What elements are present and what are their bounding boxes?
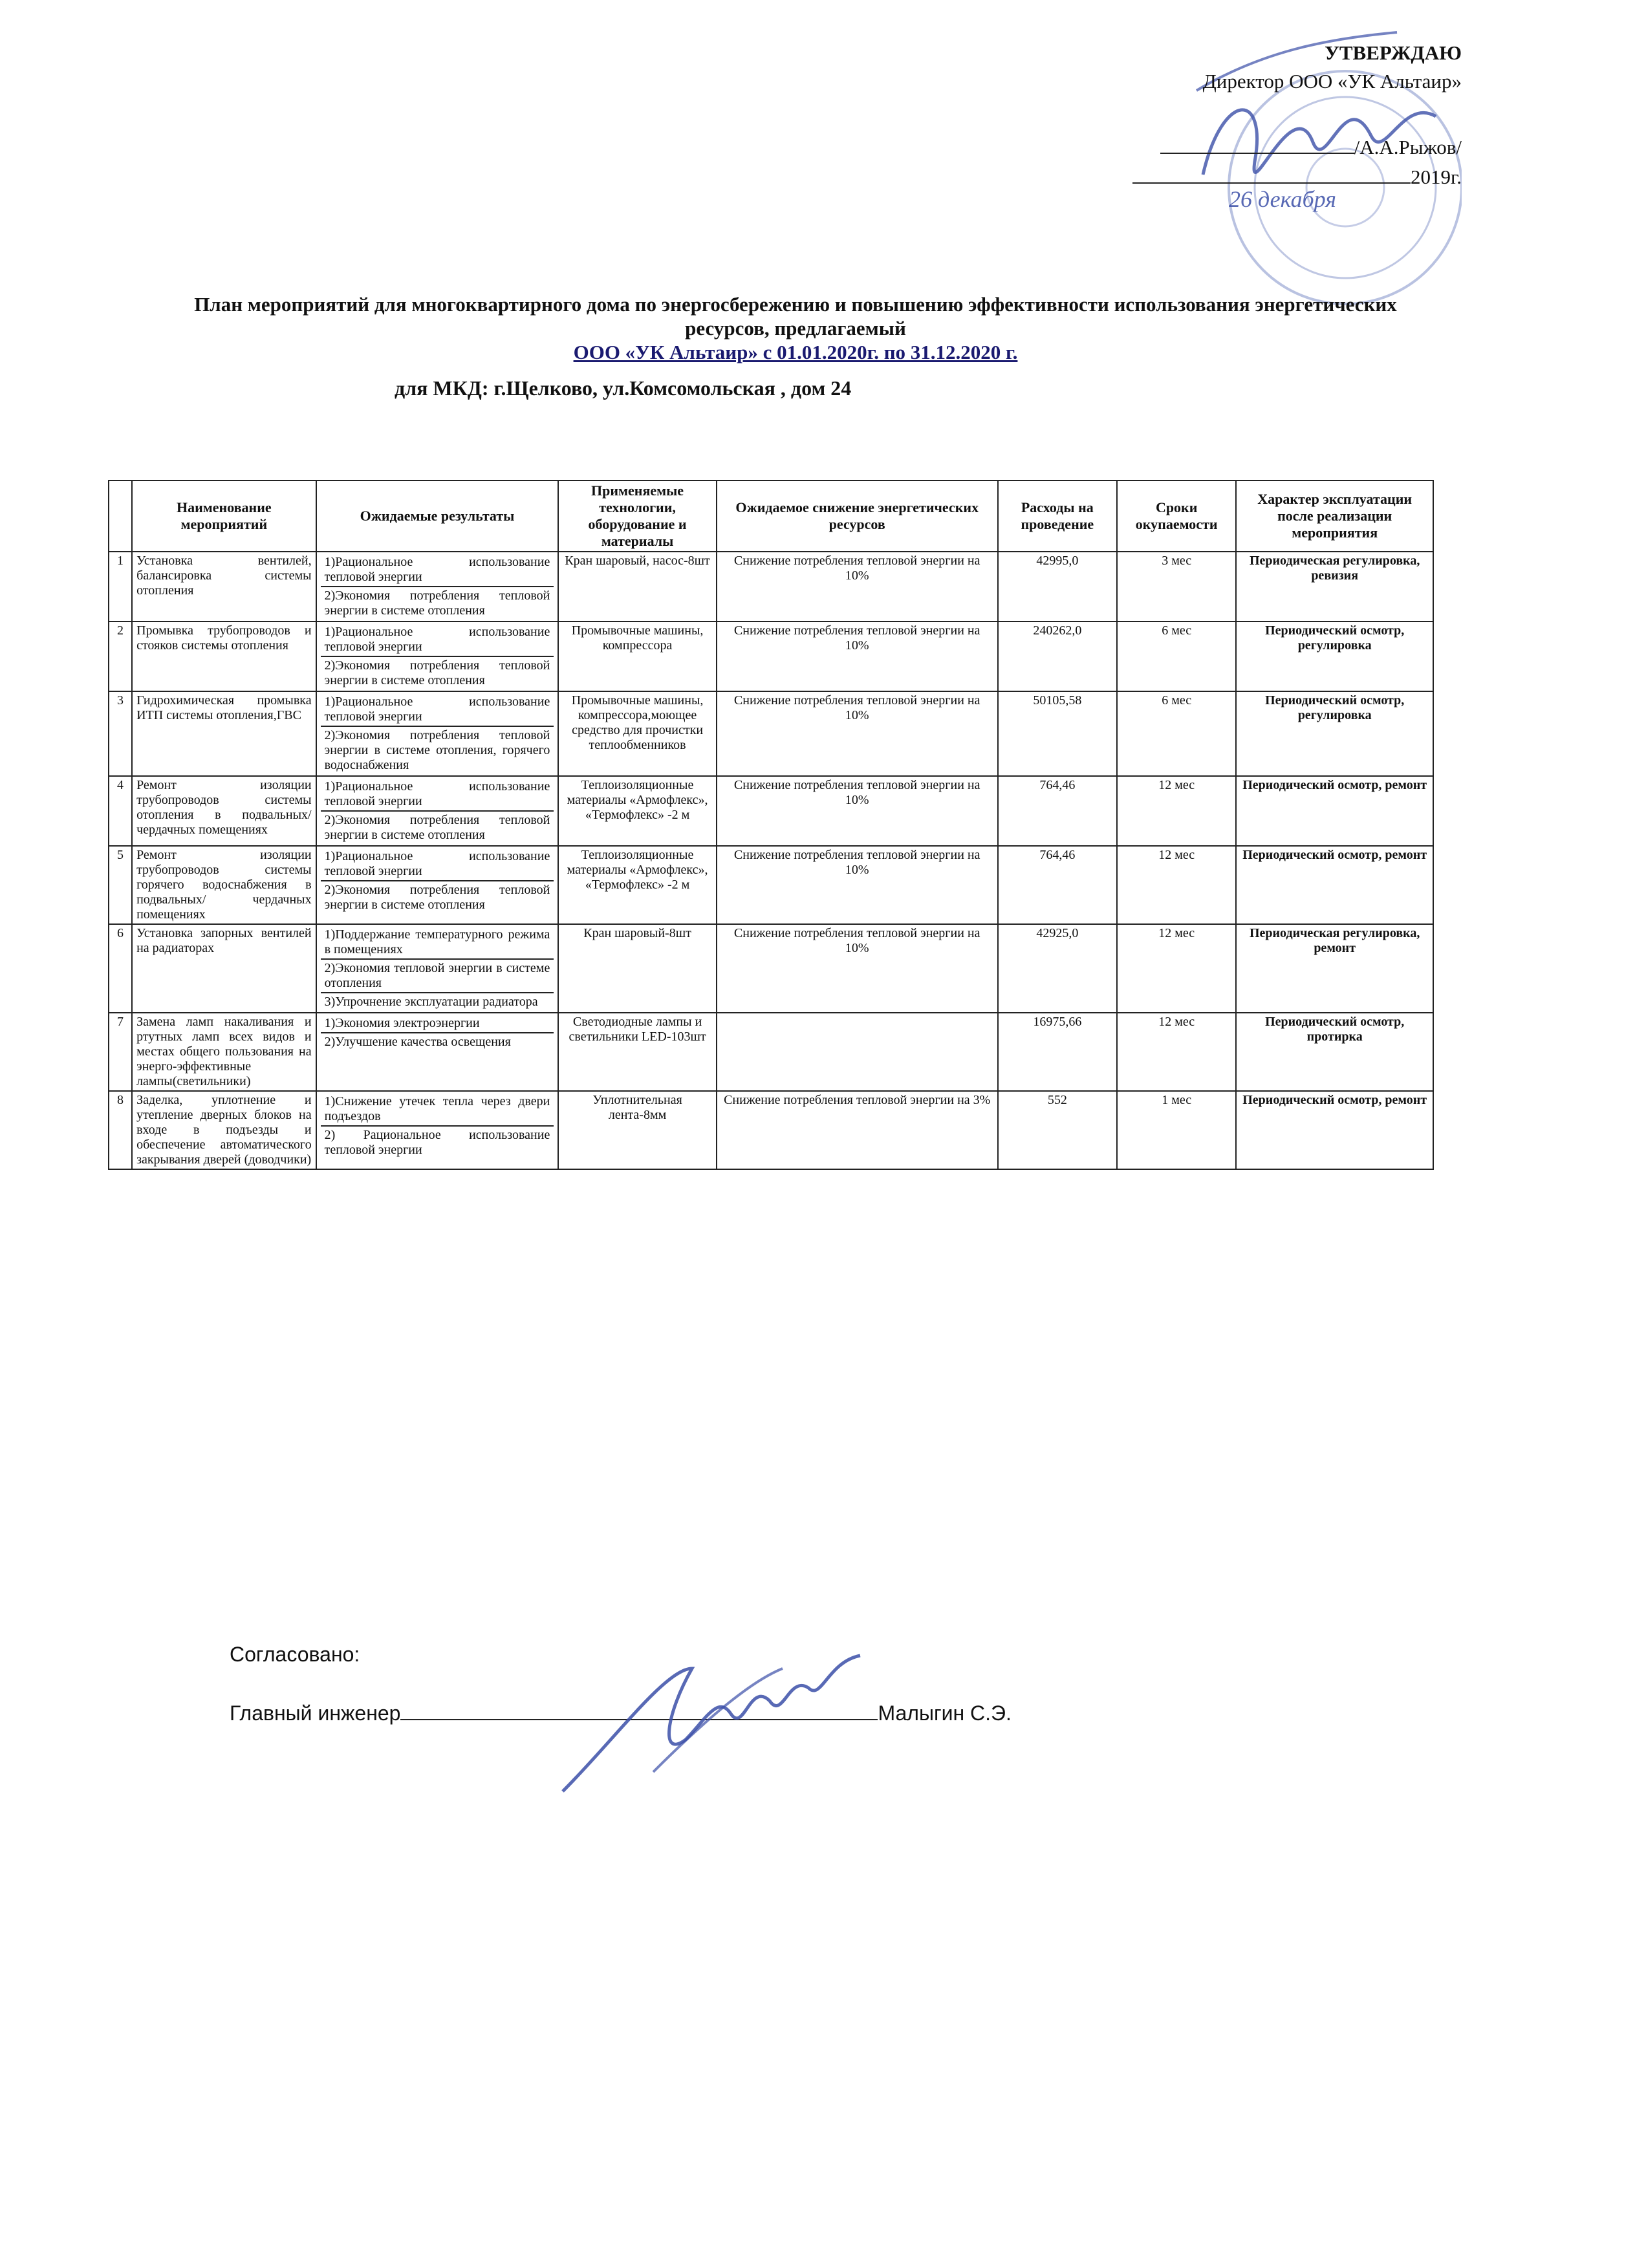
result-item: 1)Рациональное использование тепловой энергии: [321, 623, 554, 657]
expected-results: [316, 846, 559, 924]
cost-value: 764,46: [998, 846, 1117, 924]
mkd-address: для МКД: г.Щелково, ул.Комсомольская , дом 24: [395, 376, 852, 400]
result-item: 2)Улучшение качества освещения: [324, 1035, 511, 1049]
measure-name: Промывка трубопроводов и стояков системы отопления: [132, 621, 316, 691]
measure-name: Ремонт изоляции трубопроводов системы отопления в подвальных/ чердачных помещениях: [132, 776, 316, 846]
approval-block: [1099, 39, 1462, 191]
measure-name: Установка вентилей, балансировка системы отопления: [132, 552, 316, 621]
technology: Теплоизоляционные материалы «Армофлекс», «Термофлекс» -2 м: [558, 846, 716, 924]
row-number: 4: [109, 776, 132, 846]
result-item: 2)Экономия потребления тепловой энергии в системе отопления: [324, 813, 550, 842]
expected-reduction: Снижение потребления тепловой энергии на 10%: [717, 691, 998, 776]
cost-value: 50105,58: [998, 691, 1117, 776]
payback-term: 3 мес: [1117, 552, 1236, 621]
row-number: 3: [109, 691, 132, 776]
table-row: [109, 691, 1433, 776]
result-item: 1)Поддержание температурного режима в помещениях: [321, 926, 554, 960]
expected-reduction: Снижение потребления тепловой энергии на 10%: [717, 621, 998, 691]
technology: Кран шаровый-8шт: [558, 924, 716, 1013]
approval-year: 2019г.: [1411, 166, 1462, 188]
result-item: 1)Рациональное использование тепловой энергии: [321, 778, 554, 812]
result-item: 2)Экономия потребления тепловой энергии в системе отопления, горячего водоснабжения: [324, 728, 550, 772]
payback-term: 12 мес: [1117, 846, 1236, 924]
cost-value: 16975,66: [998, 1013, 1117, 1091]
operation-character: Периодическая регулировка, ремонт: [1236, 924, 1433, 1013]
measure-name: Замена ламп накаливания и ртутных ламп всех видов и местах общего пользования на энерго-эффективные лампы(светильники): [132, 1013, 316, 1091]
operation-character: Периодический осмотр, протирка: [1236, 1013, 1433, 1091]
date-line: [1132, 162, 1411, 184]
row-number: 6: [109, 924, 132, 1013]
engineer-name: Малыгин С.Э.: [878, 1701, 1012, 1725]
row-number: 7: [109, 1013, 132, 1091]
header-reduction: Ожидаемое снижение энергетических ресурсов: [717, 481, 998, 552]
technology: Промывочные машины, компрессора: [558, 621, 716, 691]
svg-text:26 декабря: 26 декабря: [1229, 186, 1336, 212]
result-item: 1)Рациональное использование тепловой энергии: [321, 693, 554, 727]
engineer-title: Главный инженер: [230, 1701, 401, 1725]
expected-reduction: Снижение потребления тепловой энергии на 10%: [717, 924, 998, 1013]
header-character: Характер эксплуатации после реализации мероприятия: [1236, 481, 1433, 552]
row-number: 5: [109, 846, 132, 924]
technology: Промывочные машины, компрессора,моющее средство для прочистки теплообменников: [558, 691, 716, 776]
row-number: 2: [109, 621, 132, 691]
result-item: 1)Рациональное использование тепловой энергии: [321, 554, 554, 587]
agreed-label: Согласовано:: [230, 1643, 360, 1666]
payback-term: 12 мес: [1117, 776, 1236, 846]
cost-value: 42995,0: [998, 552, 1117, 621]
table-row: [109, 621, 1433, 691]
table-row: [109, 924, 1433, 1013]
table-row: [109, 1013, 1433, 1091]
payback-term: 6 мес: [1117, 621, 1236, 691]
technology: Светодиодные лампы и светильники LED-103шт: [558, 1013, 716, 1091]
engineer-signature-icon: [537, 1643, 899, 1811]
technology: Уплотнительная лента-8мм: [558, 1091, 716, 1169]
expected-results: [316, 776, 559, 846]
payback-term: 6 мес: [1117, 691, 1236, 776]
title-line-3: ООО «УК Альтаир» с 01.01.2020г. по 31.12.2020 г.: [573, 341, 1018, 363]
operation-character: Периодический осмотр, регулировка: [1236, 621, 1433, 691]
expected-reduction: [717, 1013, 998, 1091]
table-header-row: [109, 481, 1433, 552]
cost-value: 42925,0: [998, 924, 1117, 1013]
expected-results: [316, 1091, 559, 1169]
result-item: 1)Рациональное использование тепловой энергии: [321, 848, 554, 881]
cost-value: 240262,0: [998, 621, 1117, 691]
operation-character: Периодический осмотр, регулировка: [1236, 691, 1433, 776]
header-tech: Применяемые технологии, оборудование и материалы: [558, 481, 716, 552]
header-name: Наименование мероприятий: [132, 481, 316, 552]
expected-results: [316, 621, 559, 691]
header-cost: Расходы на проведение: [998, 481, 1117, 552]
title-line-1: План мероприятий для многоквартирного дома по энергосбережению и повышению эффективности использования энергетических: [194, 293, 1397, 316]
operation-character: Периодический осмотр, ремонт: [1236, 1091, 1433, 1169]
engineer-signature-line: [400, 1700, 878, 1720]
table-row: [109, 1091, 1433, 1169]
row-number: 1: [109, 552, 132, 621]
result-item: 1)Экономия электроэнергии: [321, 1015, 554, 1033]
payback-term: 1 мес: [1117, 1091, 1236, 1169]
result-item: 3)Упрочнение эксплуатации радиатора: [324, 995, 538, 1009]
cost-value: 764,46: [998, 776, 1117, 846]
approval-position: Директор ООО «УК Альтаир»: [1202, 70, 1462, 92]
result-item: 2) Рациональное использование тепловой энергии: [324, 1128, 550, 1157]
measures-table: [108, 480, 1434, 1170]
header-results: Ожидаемые результаты: [316, 481, 559, 552]
cost-value: 552: [998, 1091, 1117, 1169]
expected-results: [316, 691, 559, 776]
expected-results: [316, 924, 559, 1013]
result-item: 2)Экономия потребления тепловой энергии в системе отопления: [324, 658, 550, 687]
result-item: 2)Экономия потребления тепловой энергии в системе отопления: [324, 589, 550, 618]
measure-name: Установка запорных вентилей на радиаторах: [132, 924, 316, 1013]
header-term: Сроки окупаемости: [1117, 481, 1236, 552]
operation-character: Периодический осмотр, ремонт: [1236, 846, 1433, 924]
operation-character: Периодическая регулировка, ревизия: [1236, 552, 1433, 621]
expected-reduction: Снижение потребления тепловой энергии на 10%: [717, 776, 998, 846]
signature-line: [1160, 132, 1354, 154]
technology: Теплоизоляционные материалы «Армофлекс», «Термофлекс» -2 м: [558, 776, 716, 846]
measure-name: Ремонт изоляции трубопроводов системы горячего водоснабжения в подвальных/ чердачных помещениях: [132, 846, 316, 924]
expected-reduction: Снижение потребления тепловой энергии на 10%: [717, 846, 998, 924]
payback-term: 12 мес: [1117, 1013, 1236, 1091]
payback-term: 12 мес: [1117, 924, 1236, 1013]
technology: Кран шаровый, насос-8шт: [558, 552, 716, 621]
operation-character: Периодический осмотр, ремонт: [1236, 776, 1433, 846]
title-line-2: ресурсов, предлагаемый: [685, 317, 906, 340]
expected-results: [316, 1013, 559, 1091]
row-number: 8: [109, 1091, 132, 1169]
expected-results: [316, 552, 559, 621]
measure-name: Заделка, уплотнение и утепление дверных блоков на входе в подъезды и обеспечение автоматического закрывания дверей (доводчики): [132, 1091, 316, 1169]
table-row: [109, 552, 1433, 621]
expected-reduction: Снижение потребления тепловой энергии на 10%: [717, 552, 998, 621]
measure-name: Гидрохимическая промывка ИТП системы отопления,ГВС: [132, 691, 316, 776]
document-title: [103, 292, 1488, 364]
table-row: [109, 776, 1433, 846]
result-item: 1)Снижение утечек тепла через двери подъездов: [321, 1093, 554, 1127]
table-row: [109, 846, 1433, 924]
approval-heading: УТВЕРЖДАЮ: [1325, 41, 1462, 64]
header-num: [109, 481, 132, 552]
engineer-line: [230, 1700, 1012, 1725]
result-item: 2)Экономия тепловой энергии в системе отопления: [321, 960, 554, 993]
result-item: 2)Экономия потребления тепловой энергии в системе отопления: [324, 883, 550, 912]
approval-name: /А.А.Рыжов/: [1354, 136, 1462, 158]
expected-reduction: Снижение потребления тепловой энергии на 3%: [717, 1091, 998, 1169]
